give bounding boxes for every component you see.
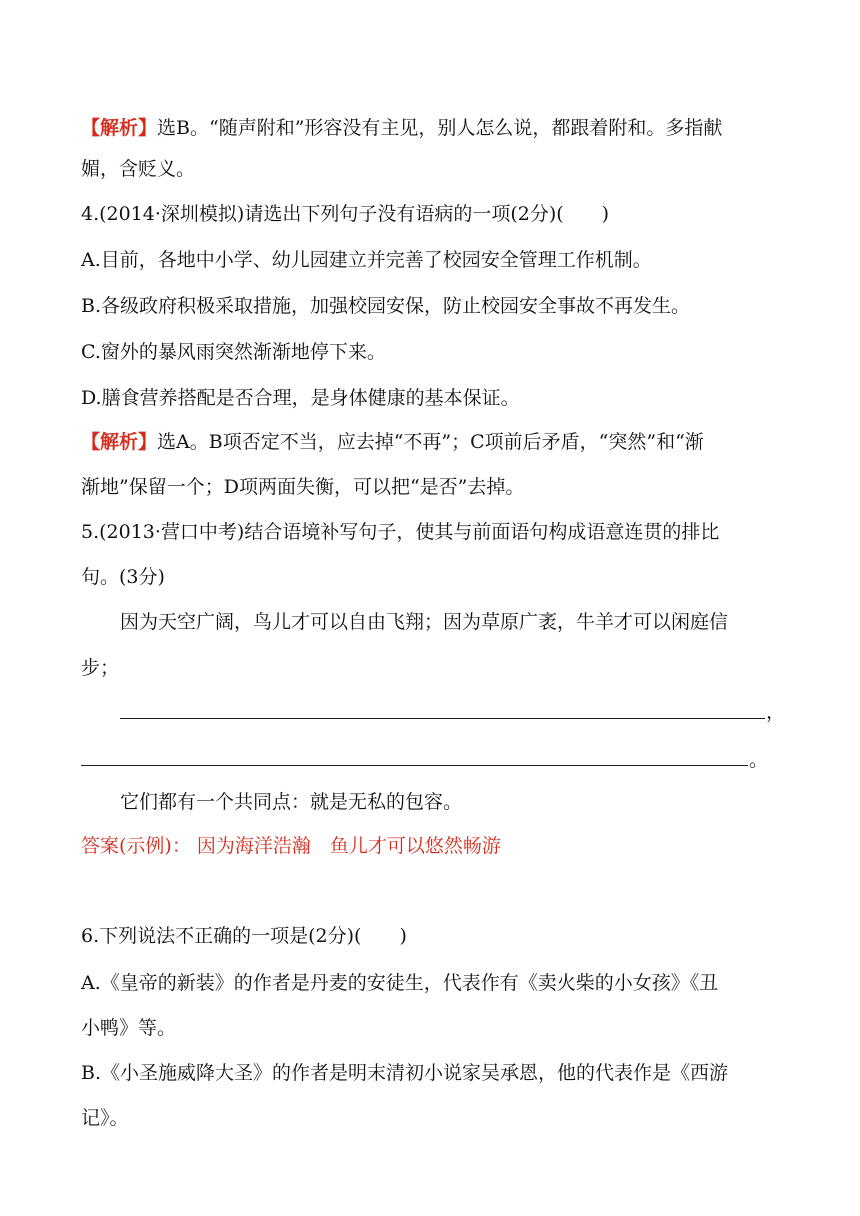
q5-context-line-2: 步； bbox=[81, 657, 120, 679]
q4-analysis-line-2: 渐地”保留一个；D项两面失衡，可以把“是否”去掉。 bbox=[81, 476, 525, 498]
analysis-text: 选A。B项否定不当，应去掉“不再”；C项前后矛盾，“突然”和“渐 bbox=[157, 431, 704, 453]
analysis-text: 选B。“随声附和”形容没有主见，别人怎么说，都跟着附和。多指献 bbox=[157, 117, 723, 139]
q4-option-b: B.各级政府积极采取措施，加强校园安保，防止校园安全事故不再发生。 bbox=[81, 295, 691, 317]
q5-context-line-1: 因为天空广阔，鸟儿才可以自由飞翔；因为草原广袤，牛羊才可以闲庭信 bbox=[120, 611, 729, 633]
q4-option-c: C.窗外的暴风雨突然渐渐地停下来。 bbox=[81, 341, 386, 363]
blank-2-punctuation: 。 bbox=[749, 749, 769, 771]
blank-1-punctuation: ， bbox=[766, 701, 786, 723]
q5-answer bbox=[81, 834, 501, 858]
q6-option-b-line-2: 记》。 bbox=[81, 1107, 129, 1129]
analysis-label: 【解析】 bbox=[81, 117, 158, 139]
q5-closing: 它们都有一个共同点：就是无私的包容。 bbox=[120, 791, 463, 813]
answer-text: 因为海洋浩瀚 鱼儿才可以悠然畅游 bbox=[196, 835, 501, 857]
q4-option-a: A.目前，各地中小学、幼儿园建立并完善了校园安全管理工作机制。 bbox=[81, 249, 652, 271]
q5-stem-line-1: 5.(2013·营口中考)结合语境补写句子，使其与前面语句构成语意连贯的排比 bbox=[81, 521, 720, 543]
q6-option-a-line-1: A.《皇帝的新装》的作者是丹麦的安徒生，代表作有《卖火柴的小女孩》《丑 bbox=[81, 972, 719, 994]
q3-analysis-line-1 bbox=[81, 116, 722, 140]
answer-blank-1[interactable] bbox=[120, 718, 765, 719]
q4-stem: 4.(2014·深圳模拟)请选出下列句子没有语病的一项(2分)( ) bbox=[81, 203, 610, 225]
answer-label: 答案(示例)： bbox=[81, 835, 191, 857]
analysis-label: 【解析】 bbox=[81, 431, 158, 453]
answer-blank-2[interactable] bbox=[81, 765, 748, 766]
q4-option-d: D.膳食营养搭配是否合理，是身体健康的基本保证。 bbox=[81, 387, 520, 409]
q6-option-b-line-1: B.《小圣施威降大圣》的作者是明末清初小说家吴承恩，他的代表作是《西游 bbox=[81, 1062, 729, 1084]
q4-analysis-line-1 bbox=[81, 430, 704, 454]
q5-stem-line-2: 句。(3分) bbox=[81, 566, 165, 588]
q3-analysis-line-2: 媚，含贬义。 bbox=[81, 158, 196, 180]
q6-stem: 6.下列说法不正确的一项是(2分)( ) bbox=[81, 925, 407, 947]
q6-option-a-line-2: 小鸭》等。 bbox=[81, 1017, 177, 1039]
